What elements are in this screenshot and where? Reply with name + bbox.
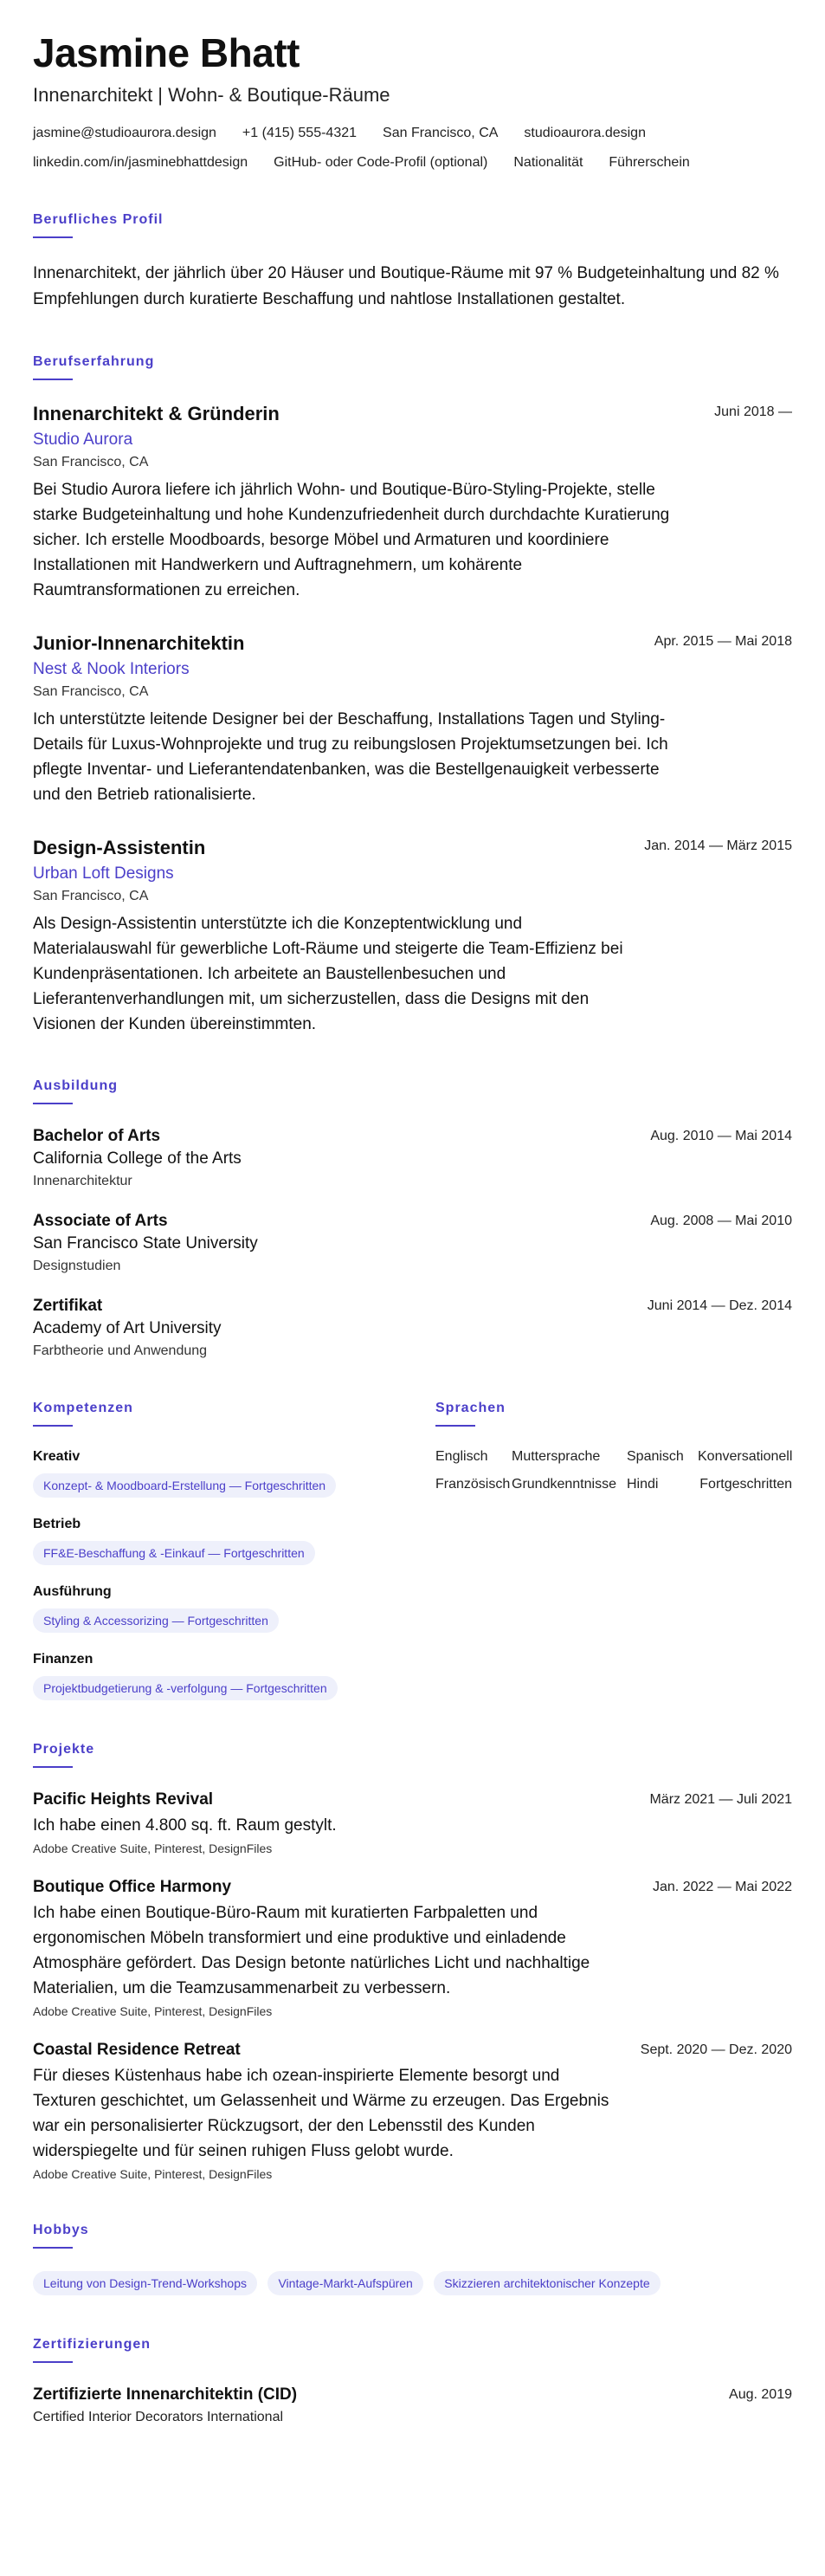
job-title: Junior-Innenarchitektin [33,631,245,654]
project-entry [33,2041,792,2181]
section-title: Sprachen [435,1400,506,1415]
project-entry [33,1790,792,1855]
section-title: Kompetenzen [33,1400,133,1415]
school-name: San Francisco State University [33,1233,258,1252]
education-date: Aug. 2008 — Mai 2010 [650,1213,792,1228]
hobby-pill: Vintage-Markt-Aufspüren [267,2271,422,2295]
education-date: Aug. 2010 — Mai 2014 [650,1128,792,1143]
project-tools: Adobe Creative Suite, Pinterest, DesignFiles [33,1841,273,1855]
skills-section [33,1401,435,1700]
job-description: Bei Studio Aurora liefere ich jährlich Wohn- und Boutique-Büro-Styling-Projekte, stelle starke Budgeteinhaltung und hohe Kundenzufriedenheit durch durchdachte Kuratierung sicher. Ich erstelle Moodboards, besorge Möbel und Armaturen und koordiniere Installationen mit Handwerkern und Auftragnehmern, um kohärente Raumtransformationen zu erreichen. [33,480,670,599]
language-name: Englisch [435,1448,488,1464]
education-entry [33,1127,792,1189]
skill-pill: Styling & Accessorizing — Fortgeschritten [33,1608,279,1633]
section-title: Berufliches Profil [33,211,164,227]
certification-title: Zertifizierte Innenarchitektin (CID) [33,2385,298,2404]
degree: Zertifikat [33,1296,103,1315]
language-name: Französisch [435,1476,511,1492]
experience-entry [33,632,792,807]
language-name: Hindi [627,1476,659,1492]
language-level: Muttersprache [512,1448,601,1464]
language-level: Grundkenntnisse [512,1476,616,1492]
skill-category: Kreativ [33,1448,81,1464]
certifications-section [33,2337,792,2425]
certification-date: Aug. 2019 [729,2386,792,2402]
degree: Associate of Arts [33,1211,168,1230]
hobby-pill: Skizzieren architektonischer Konzepte [434,2271,660,2295]
skill-pill: FF&E-Beschaffung & -Einkauf — Fortgeschritten [33,1541,315,1565]
project-title: Coastal Residence Retreat [33,2040,241,2059]
certification-entry [33,2385,792,2425]
headline: Innenarchitekt | Wohn- & Boutique-Räume [33,83,390,106]
experience-section [33,354,792,1037]
language-name: Spanisch [627,1448,684,1464]
section-divider [33,2361,73,2363]
field-of-study: Farbtheorie und Anwendung [33,1343,208,1358]
contact-github[interactable]: GitHub- oder Code-Profil (optional) [274,154,488,170]
education-date: Juni 2014 — Dez. 2014 [647,1298,792,1313]
skill-pill: Konzept- & Moodboard-Erstellung — Fortgeschritten [33,1473,336,1498]
section-divider [33,1425,73,1427]
profile-section [33,212,792,313]
skill-group [33,1517,435,1565]
contact-nationality: Nationalität [513,154,583,170]
project-date: Jan. 2022 — Mai 2022 [653,1879,792,1894]
contact-linkedin[interactable]: linkedin.com/in/jasminebhattdesign [33,154,248,170]
skill-group [33,1584,435,1633]
field-of-study: Innenarchitektur [33,1173,132,1188]
project-title: Pacific Heights Revival [33,1790,214,1809]
skill-group [33,1449,435,1498]
languages-section [435,1401,792,1700]
section-divider [33,1766,73,1768]
school-name: California College of the Arts [33,1149,242,1168]
job-location: San Francisco, CA [33,454,149,469]
project-description: Für dieses Küstenhaus habe ich ozean-inspirierte Elemente besorgt und Texturen geschichtet, um Gelassenheit und Wärme zu erzeugen. Das Ergebnis war ein personalisierter Rückzugsort, der den Lebensstil des Kunden widerspiegelte und für seinen ruhigen Fluss gelobt wurde. [33,2066,609,2160]
experience-entry [33,403,792,603]
contact-license: Führerschein [609,154,690,170]
skill-pill: Projektbudgetierung & -verfolgung — Fortgeschritten [33,1676,338,1700]
education-entry [33,1297,792,1359]
section-divider [33,379,73,380]
section-divider [33,2247,73,2249]
project-date: März 2021 — Juli 2021 [649,1791,792,1807]
experience-entry [33,837,792,1037]
language-row [435,1477,792,1492]
section-title: Hobbys [33,2222,89,2237]
section-divider [435,1425,475,1427]
job-title: Innenarchitekt & Gründerin [33,402,280,424]
skill-category: Ausführung [33,1583,112,1599]
contact-phone[interactable]: +1 (415) 555-4321 [242,125,358,140]
education-entry [33,1212,792,1274]
degree: Bachelor of Arts [33,1126,161,1145]
language-level: Konversationell [698,1448,793,1464]
job-title: Design-Assistentin [33,836,206,858]
language-row [435,1449,792,1465]
skills-languages-row [33,1401,792,1700]
hobby-pill: Leitung von Design-Trend-Workshops [33,2271,257,2295]
skill-category: Betrieb [33,1516,81,1531]
language-level: Fortgeschritten [699,1476,792,1492]
contact-website[interactable]: studioaurora.design [524,125,646,140]
certification-issuer: Certified Interior Decorators International [33,2409,284,2424]
project-tools: Adobe Creative Suite, Pinterest, DesignFiles [33,2003,273,2018]
job-description: Ich unterstützte leitende Designer bei der Beschaffung, Installations Tagen und Styling-Details für Luxus-Wohnprojekte und trug zu reibungslosen Projektumsetzungen bei. Ich pflegte Inventar- und Lieferantendatenbanken, was die Bestellgenauigkeit verbesserte und den Betrieb rationalisierte. [33,709,668,804]
company-name: Studio Aurora [33,430,133,449]
section-divider [33,236,73,238]
project-date: Sept. 2020 — Dez. 2020 [640,2042,792,2057]
job-location: San Francisco, CA [33,888,149,903]
job-description: Als Design-Assistentin unterstützte ich die Konzeptentwicklung und Materialauswahl für gewerbliche Loft-Räume und steigerte die Team-Effizienz bei Kundenpräsentationen. Ich arbeitete an Baustellenbesuchen und Lieferantenverhandlungen mit, um sicherzustellen, dass die Designs mit den Visionen der Kunden übereinstimmten. [33,914,623,1033]
job-date: Juni 2018 — [714,404,792,419]
section-title: Projekte [33,1741,95,1757]
job-date: Apr. 2015 — Mai 2018 [654,633,792,649]
company-name: Urban Loft Designs [33,864,174,883]
project-description: Ich habe einen Boutique-Büro-Raum mit kuratierten Farbpaletten und ergonomischen Möbeln transformiert und eine produktive und einladende Atmosphäre gefördert. Das Design betonte natürliches Licht und nachhaltige Materialien, um die Teamzusammenarbeit zu verbessern. [33,1903,590,1997]
section-title: Ausbildung [33,1078,118,1093]
contact-list [33,126,792,171]
candidate-name: Jasmine Bhatt [33,30,300,75]
education-section [33,1078,792,1359]
project-description: Ich habe einen 4.800 sq. ft. Raum gestylt. [33,1815,337,1835]
section-title: Zertifizierungen [33,2336,151,2352]
section-divider [33,1103,73,1104]
profile-summary: Innenarchitekt, der jährlich über 20 Häuser und Boutique-Räume mit 97 % Budgeteinhaltung und 82 % Empfehlungen durch kuratierte Beschaffung und nahtlose Installationen gestaltet. [33,263,779,308]
hobbies-section [33,2223,792,2295]
hobby-list [33,2271,792,2295]
school-name: Academy of Art University [33,1318,222,1337]
job-date: Jan. 2014 — März 2015 [644,838,792,853]
contact-location: San Francisco, CA [383,125,499,140]
skill-category: Finanzen [33,1651,93,1667]
projects-section [33,1742,792,2181]
company-name: Nest & Nook Interiors [33,659,190,678]
project-entry [33,1878,792,2018]
project-title: Boutique Office Harmony [33,1877,232,1896]
project-tools: Adobe Creative Suite, Pinterest, DesignFiles [33,2166,273,2181]
job-location: San Francisco, CA [33,683,149,699]
skill-group [33,1652,435,1700]
field-of-study: Designstudien [33,1258,121,1273]
section-title: Berufserfahrung [33,353,155,369]
contact-email[interactable]: jasmine@studioaurora.design [33,125,216,140]
